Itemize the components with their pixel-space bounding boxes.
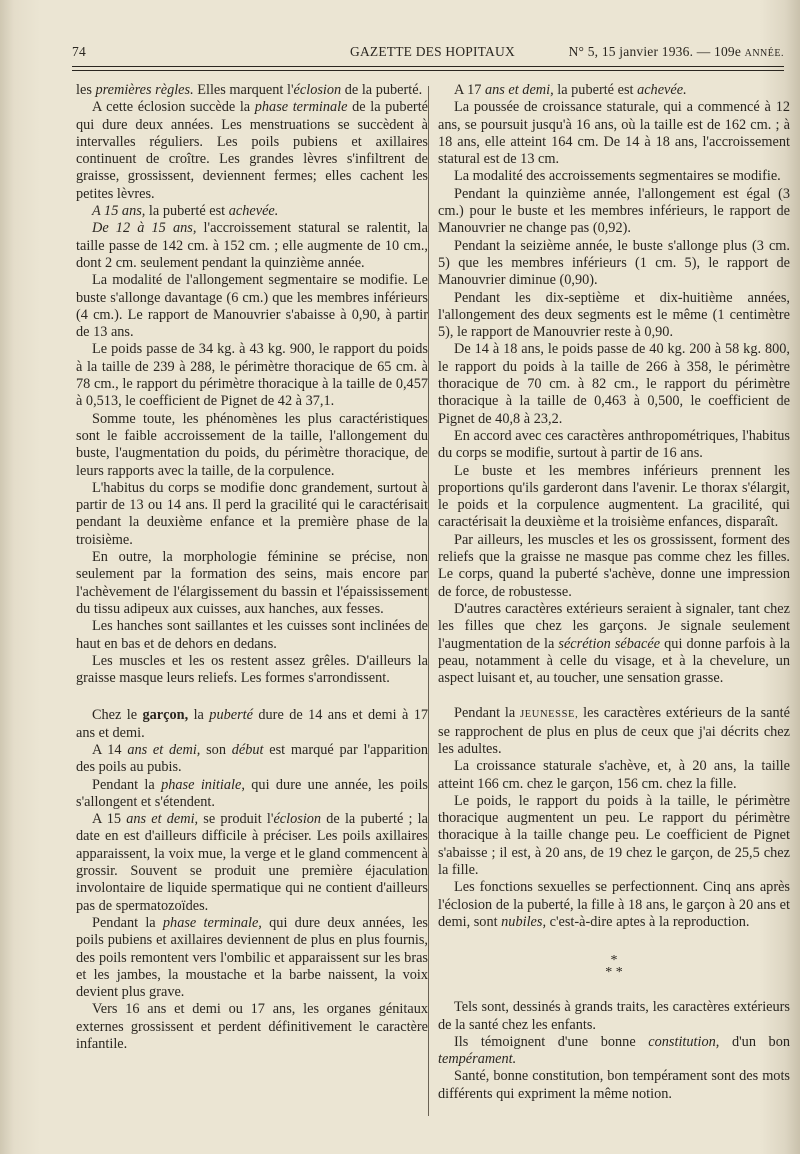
paragraph: Tels sont, dessinés à grands traits, les caractères extérieurs de la santé chez les enfants.: [438, 999, 790, 1033]
asterism-separator: * * *: [605, 953, 623, 981]
paragraph: La modalité des accroissements segmentaires se modifie.: [454, 168, 781, 185]
right-column: [438, 82, 790, 1103]
paragraph: De 12 à 15 ans, l'accroissement statural se ralentit, la taille passe de 142 cm. à 152 cm. ; elle augmente de 10 cm., dont 2 cm. seulement pendant la quinzième année.: [76, 220, 428, 271]
paragraph: Pendant la seizième année, le buste s'allonge plus (3 cm. 5) que les membres inférieurs (1 cm. 5), le rapport de Manouvrier diminue (0,90).: [438, 237, 790, 289]
column-divider: [428, 86, 429, 1116]
paragraph: La modalité de l'allongement segmentaire se modifie. Le buste s'allonge davantage (6 cm.) que les membres inférieurs (4 cm.). Le rapport de Manouvrier s'abaisse à 0,90, à partir de 13 ans.: [76, 272, 428, 341]
paragraph: Pendant la phase initiale, qui dure une année, les poils s'allongent et s'étendent.: [76, 776, 428, 810]
paragraph: Pendant la quinzième année, l'allongement est égal (3 cm.) pour le buste et les membres inférieurs, le rapport de Manouvrier ne change pas (0,92).: [438, 185, 790, 237]
header-rule-top: [72, 66, 784, 67]
paragraph: Le poids passe de 34 kg. à 43 kg. 900, le rapport du poids à la taille de 239 à 288, le périmètre thoracique de 65 cm. à 78 cm., le rapport du périmètre thoracique à la taille de 0,457 à 0,513, le coefficient de Pignet de 42 à 37,1.: [76, 341, 428, 410]
paragraph: Le poids, le rapport du poids à la taille, le périmètre thoracique augmentent un peu. Le rapport du périmètre thoracique à la taille change peu. Le coefficient de Pignet s'abaisse ; il est, à 20 ans, de 19 chez le garçon, de 25,5 chez la fille.: [438, 792, 790, 879]
paragraph: A 15 ans, la puberté est achevée.: [92, 203, 279, 220]
paragraph: A cette éclosion succède la phase terminale de la puberté qui dure deux années. Les menstruations se succèdent à intervalles réguliers. Les poils pubiens et axillaires continuent de croître. Les grandes lèvres s'infiltrent de graisse, grossissent, deviennent fermes; elles cachent les petites lèvres.: [76, 99, 429, 202]
paragraph: Pendant la phase terminale, qui dure deux années, les poils pubiens et axillaires deviennent de plus en plus fournis, des poils remontent vers l'ombilic et apparaissent sur les bras et les jambes, la moustache et la barbe naissent, la voix devient plus grave.: [76, 914, 428, 1001]
paragraph: Vers 16 ans et demi ou 17 ans, les organes génitaux externes grossissent et perdent définitivement le caractère infantile.: [76, 1001, 428, 1053]
issue-date: N° 5, 15 janvier 1936. — 109e: [568, 44, 742, 59]
paragraph: Les fonctions sexuelles se perfectionnent. Cinq ans après l'éclosion de la puberté, la fille à 18 ans, le garçon à 20 ans et demi, sont nubiles, c'est-à-dire aptes à la reproduction.: [438, 879, 790, 930]
paragraph: Ils témoignent d'une bonne constitution, d'un bon tempérament.: [438, 1033, 790, 1068]
paragraph: La croissance staturale s'achève, et, à 20 ans, la taille atteint 166 cm. chez le garçon, 156 cm. chez la fille.: [438, 758, 790, 792]
issue-suffix: ANNÉE.: [744, 48, 784, 59]
page-header: [72, 44, 784, 64]
header-rule-bottom: [72, 70, 784, 71]
paragraph: D'autres caractères extérieurs seraient à signaler, tant chez les filles que chez les garçons. Je signale seulement l'augmentation de la sécrétion sébacée qui donne parfois à la peau, notamment à celle du visage, et à la chevelure, un aspect luisant et, au toucher, une sensation grasse.: [438, 600, 790, 687]
paragraph: L'habitus du corps se modifie donc grandement, surtout à partir de 13 ou 14 ans. Il perd la gracilité qui le caractérisait pendant la deuxième enfance et la première phase de la troisième.: [76, 479, 428, 548]
journal-name: GAZETTE DES HOPITAUX: [350, 44, 515, 59]
paragraph: Pendant les dix-septième et dix-huitième années, l'allongement des deux segments est le même (1 centimètre 5), le rapport de Manouvrier reste à 0,90.: [438, 289, 790, 341]
paragraph: A 15 ans et demi, se produit l'éclosion de la puberté ; la date en est d'ailleurs difficile à préciser. Les poils axillaires apparaissent, la voix mue, la verge et le gland commencent à grossir. Souvent se produit une première éjaculation involontaire de liquide spermatique qui ne contient d'ailleurs pas de spermatozoïdes.: [76, 811, 428, 914]
paragraph: De 14 à 18 ans, le poids passe de 40 kg. 200 à 58 kg. 800, le rapport du poids à la taille de 266 à 358, le périmètre thoracique de 70 cm. à 82 cm., le rapport du périmètre thoracique à la taille de 0,463 à 0,500, le coefficient de Pignet de 40,8 à 23,2.: [438, 341, 790, 427]
issue-info: [569, 44, 784, 60]
paragraph: Somme toute, les phénomènes les plus caractéristiques sont le faible accroissement de la taille, l'allongement du buste, l'augmentation du poids, du périmètre thoracique, de leurs rapports avec la taille, de la corpulence.: [76, 410, 428, 479]
paragraph: les premières règles. Elles marquent l'éclosion de la puberté.: [76, 82, 423, 98]
paragraph: Chez le garçon, la puberté dure de 14 ans et demi à 17 ans et demi.: [76, 707, 428, 741]
paragraph: A 17 ans et demi, la puberté est achevée.: [454, 82, 687, 98]
paragraph: En accord avec ces caractères anthropométriques, l'habitus du corps se modifie, surtout à partir de 16 ans.: [438, 427, 790, 462]
paragraph: Par ailleurs, les muscles et les os grossissent, forment des reliefs que la graisse ne masque pas comme chez les filles. Le corps, quand la puberté s'achève, donne une impression de force, de robustesse.: [438, 531, 790, 600]
paragraph: Les muscles et les os restent assez grêles. D'ailleurs la graisse masque leurs reliefs. Les formes s'arrondissent.: [76, 652, 428, 687]
paragraph: Les hanches sont saillantes et les cuisses sont inclinées de haut en bas et de dehors en dedans.: [76, 618, 428, 652]
paragraph: Le buste et les membres inférieurs prennent les proportions qu'ils garderont dans l'avenir. Le thorax s'élargit, le poids et la corpulence augmentent. La gracilité, qui caractérisait la deuxième et la troisième enfances, disparaît.: [438, 462, 790, 531]
left-column: [76, 82, 428, 1053]
page-number: 74: [72, 44, 86, 59]
paragraph: A 14 ans et demi, son début est marqué par l'apparition des poils au pubis.: [76, 741, 428, 776]
paragraph: En outre, la morphologie féminine se précise, non seulement par la formation des seins, mais encore par l'achèvement de l'élargissement du bassin et l'épaississement du tissu adipeux aux cuisses, aux hanches, aux fesses.: [76, 549, 428, 617]
paragraph: Santé, bonne constitution, bon tempérament sont des mots différents qui expriment la même notion.: [438, 1068, 790, 1102]
paragraph: La poussée de croissance staturale, qui a commencé à 12 ans, se poursuit jusqu'à 16 ans, où la taille est de 162 cm. ; à 18 ans, elle atteint 164 cm. De 14 à 18 ans, l'accroissement statural est de 13 cm.: [438, 99, 790, 168]
paragraph: Pendant la JEUNESSE, les caractères extérieurs de la santé se rapprochent de plus en plus de ceux que j'ai décrits chez les adultes.: [438, 705, 790, 757]
